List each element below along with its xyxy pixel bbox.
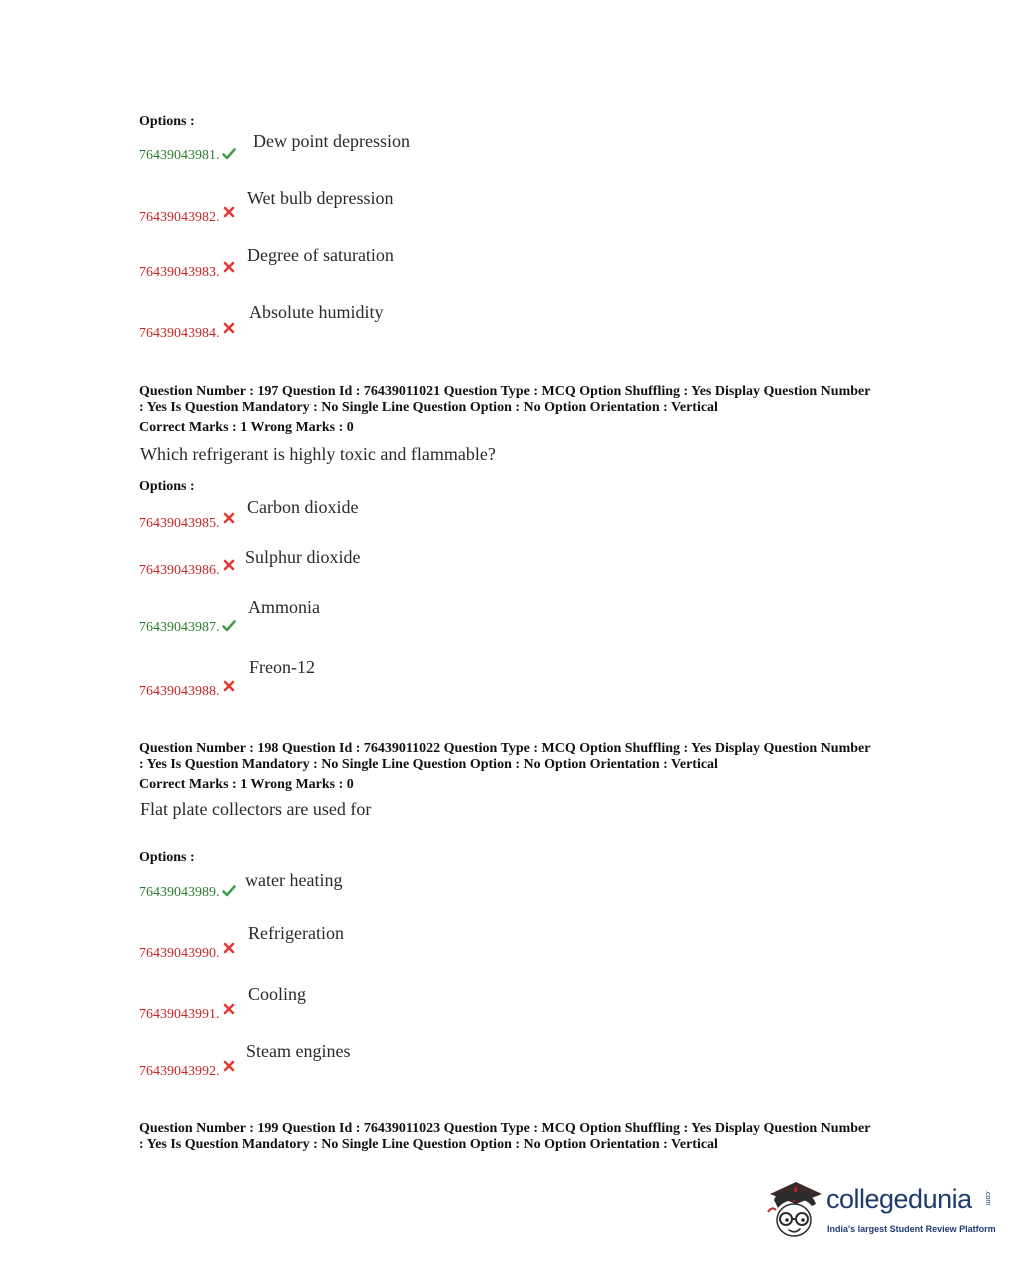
option-text: Carbon dioxide	[247, 497, 359, 517]
option-text: water heating	[245, 870, 343, 890]
question-text: Flat plate collectors are used for	[140, 799, 372, 819]
option-text: Dew point depression	[253, 131, 410, 151]
question-marks: Correct Marks : 1 Wrong Marks : 0	[139, 420, 354, 435]
question-meta	[139, 384, 909, 416]
option-id	[139, 1002, 236, 1023]
option-id-text: 76439043984.	[139, 326, 220, 341]
option-id-text: 76439043990.	[139, 946, 220, 961]
option-text: Freon-12	[249, 657, 315, 677]
cross-icon	[222, 260, 236, 274]
option-id	[139, 205, 236, 226]
mascot-icon	[766, 1178, 824, 1244]
option-text: Cooling	[248, 984, 307, 1004]
option-id	[139, 558, 236, 579]
check-icon	[222, 147, 236, 161]
option-text: Refrigeration	[248, 923, 344, 943]
option-id	[139, 147, 236, 164]
question-marks: Correct Marks : 1 Wrong Marks : 0	[139, 777, 354, 792]
question-meta-line: Question Number : 197 Question Id : 76439011021 Question Type : MCQ Option Shuffling : Yes Display Question Number	[139, 384, 871, 399]
options-label: Options :	[139, 850, 195, 865]
option-id-text: 76439043982.	[139, 210, 220, 225]
question-meta-line: : Yes Is Question Mandatory : No Single Line Question Option : No Option Orientation : Vertical	[139, 757, 718, 772]
cross-icon	[222, 511, 236, 525]
question-meta-line: Question Number : 199 Question Id : 76439011023 Question Type : MCQ Option Shuffling : Yes Display Question Number	[139, 1121, 871, 1136]
option-id	[139, 679, 236, 700]
option-id-text: 76439043992.	[139, 1064, 220, 1079]
option-id	[139, 884, 236, 901]
option-text: Wet bulb depression	[247, 188, 394, 208]
option-id-text: 76439043986.	[139, 563, 220, 578]
option-id-text: 76439043985.	[139, 516, 220, 531]
question-text: Which refrigerant is highly toxic and flammable?	[140, 444, 496, 464]
option-id	[139, 260, 236, 281]
option-id-text: 76439043991.	[139, 1007, 220, 1022]
cross-icon	[222, 558, 236, 572]
cross-icon	[222, 1059, 236, 1073]
option-id-text: 76439043988.	[139, 684, 220, 699]
option-id-text: 76439043989.	[139, 885, 220, 900]
cross-icon	[222, 205, 236, 219]
question-meta-line: : Yes Is Question Mandatory : No Single Line Question Option : No Option Orientation : Vertical	[139, 400, 718, 415]
cross-icon	[222, 679, 236, 693]
option-text: Absolute humidity	[249, 302, 384, 322]
options-label: Options :	[139, 114, 195, 129]
logo-wordmark: collegedunia	[826, 1184, 972, 1214]
question-meta	[139, 741, 909, 773]
cross-icon	[222, 321, 236, 335]
options-label: Options :	[139, 479, 195, 494]
option-id	[139, 511, 236, 532]
cross-icon	[222, 1002, 236, 1016]
option-id	[139, 941, 236, 962]
option-text: Ammonia	[248, 597, 320, 617]
question-meta	[139, 1121, 909, 1153]
option-id-text: 76439043987.	[139, 620, 220, 635]
option-id	[139, 1059, 236, 1080]
question-meta-line: : Yes Is Question Mandatory : No Single Line Question Option : No Option Orientation : Vertical	[139, 1137, 718, 1152]
logo-domain: .com	[984, 1190, 991, 1206]
option-id	[139, 321, 236, 342]
option-text: Sulphur dioxide	[245, 547, 361, 567]
question-meta-line: Question Number : 198 Question Id : 76439011022 Question Type : MCQ Option Shuffling : Yes Display Question Number	[139, 741, 871, 756]
cross-icon	[222, 941, 236, 955]
check-icon	[222, 884, 236, 898]
option-text: Steam engines	[246, 1041, 351, 1061]
logo-tagline: India's largest Student Review Platform	[827, 1224, 996, 1234]
collegedunia-logo	[766, 1178, 996, 1248]
option-id	[139, 619, 236, 636]
option-id-text: 76439043983.	[139, 265, 220, 280]
option-text: Degree of saturation	[247, 245, 394, 265]
check-icon	[222, 619, 236, 633]
option-id-text: 76439043981.	[139, 148, 220, 163]
